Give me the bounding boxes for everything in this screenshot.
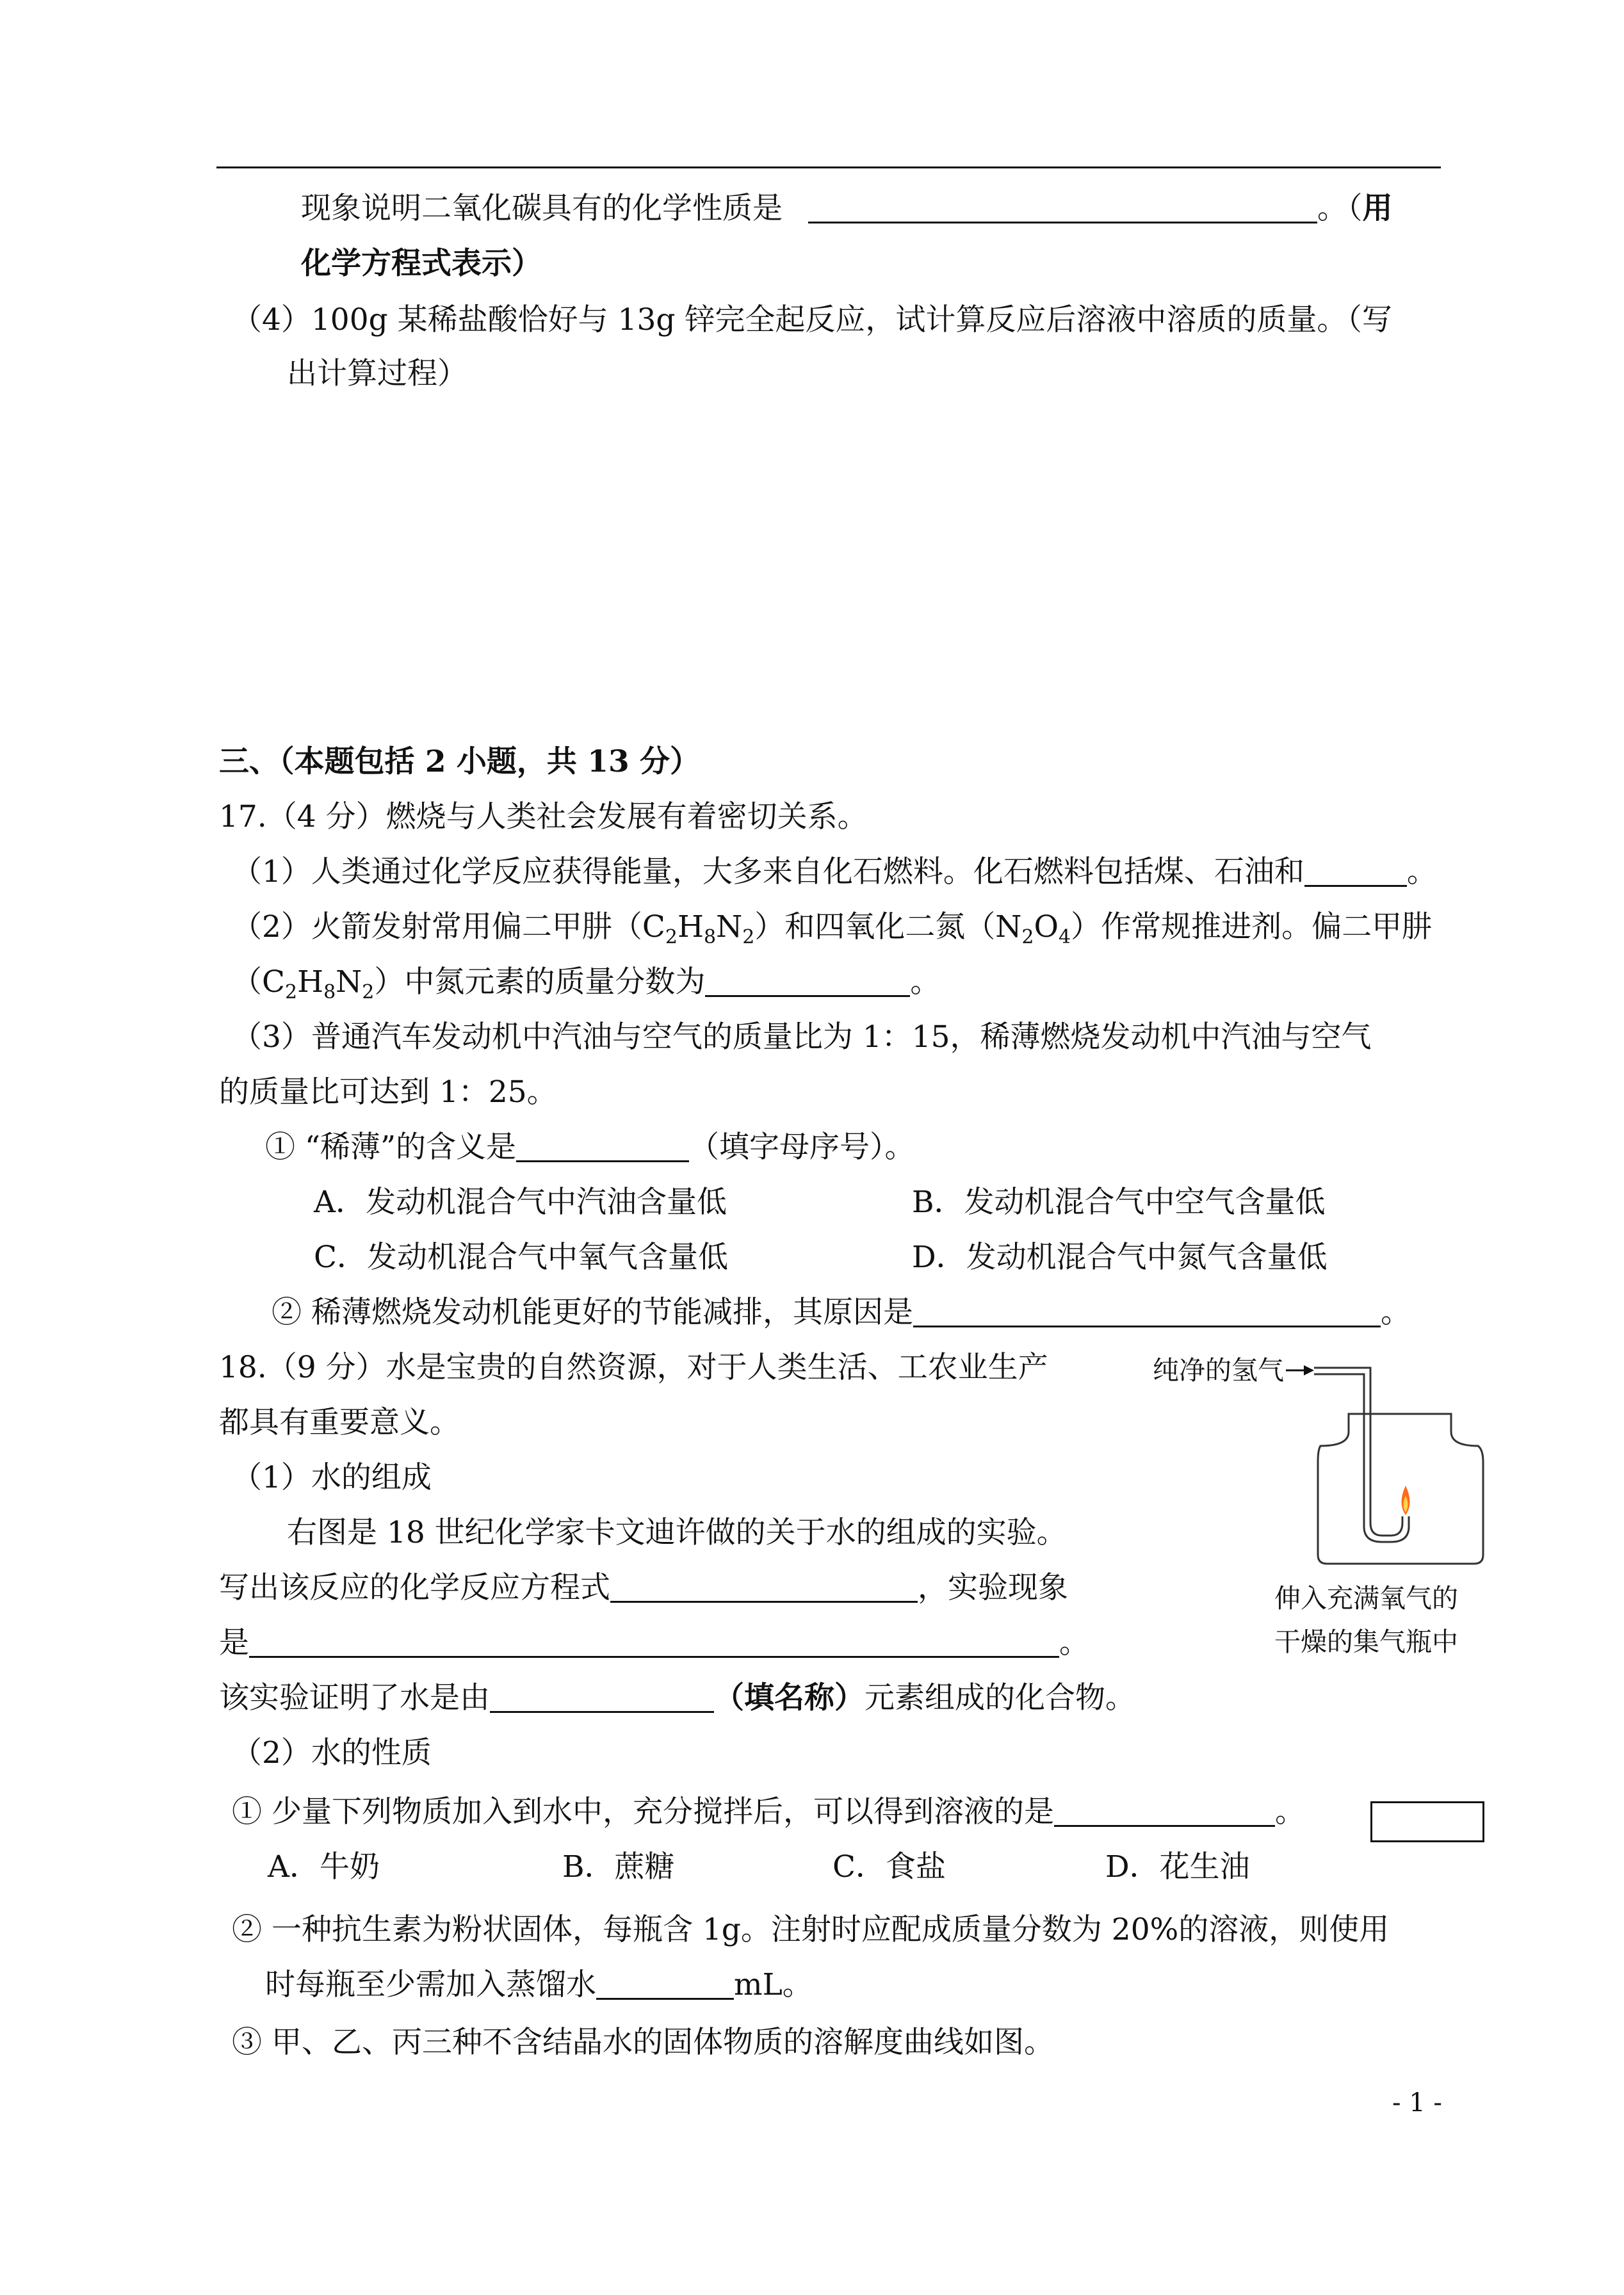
q18-part1-title: （1）水的组成 [232,1460,432,1495]
q18-sub1: ① 少量下列物质加入到水中，充分搅拌后，可以得到溶液的是 。 [232,1794,1305,1829]
q17-part2-line2: $(C_2H_8N_2)$中氮元素的质量分数为 。 [232,964,941,1003]
q17-part1: （1）人类通过化学反应获得能量，大多来自化石燃料。化石燃料包括煤、石油和 。 [232,854,1437,889]
inner-tube [1364,1425,1409,1542]
answer-blank[interactable] [490,1679,714,1713]
arrow-icon [1286,1365,1314,1375]
q17-sub2: ② 稀薄燃烧发动机能更好的节能减排，其原因是 。 [272,1295,1411,1330]
section-heading: 三、（本题包括 2 小题，共 13 分） [219,744,701,779]
figure-label-hydrogen: 纯净的氢气 [1153,1355,1284,1386]
q17-option-d: D．发动机混合气中氮气含量低 [912,1240,1328,1275]
answer-blank[interactable] [705,963,910,997]
q18-sub2-line2: 时每瓶至少需加入蒸馏水 mL。 [265,1967,813,2002]
flame-icon [1402,1486,1410,1515]
answer-blank[interactable] [808,190,1317,223]
q17-part3-line1: （3）普通汽车发动机中汽油与空气的质量比为 1：15，稀薄燃烧发动机中汽油与空气 [232,1019,1372,1055]
q18-part1-line1: 右图是 18 世纪化学家卡文迪许做的关于水的组成的实验。 [287,1515,1067,1550]
q18-part1-line4: 该实验证明了水是由 （填名称）元素组成的化合物。 [219,1680,1135,1715]
q16-line1: 现象说明二氧化碳具有的化学性质是 。（用 [301,191,1393,226]
answer-blank[interactable] [249,1624,1059,1658]
q18-sub2-line1: ② 一种抗生素为粉状固体，每瓶含 1g。注射时应配成质量分数为 20%的溶液，则使用 [232,1912,1390,1947]
q18-part1-line2: 写出该反应的化学反应方程式 ，实验现象 [219,1570,1068,1605]
q18-option-b: B．蔗糖 [562,1849,675,1885]
q17-part3-line2: 的质量比可达到 1：25。 [219,1075,557,1110]
q17-part2-line1: （2）火箭发射常用偏二甲肼$(C_2H_8N_2)$和四氧化二氮$(N_2O_4)$作常规推进剂。偏二甲肼 [232,909,1433,948]
answer-blank[interactable] [1304,853,1407,887]
answer-blank[interactable] [516,1128,689,1162]
q16-part4-line2: 出计算过程） [287,356,467,391]
q17-option-c: C．发动机混合气中氧气含量低 [314,1240,728,1275]
gas-jar-apparatus [1153,1350,1486,1568]
q18-option-a: A．牛奶 [268,1849,380,1885]
q16-part4-line1: （4）100g 某稀盐酸恰好与 13g 锌完全起反应，试计算反应后溶液中溶质的质量。（写 [232,302,1392,337]
q18-option-c: C．食盐 [832,1849,946,1885]
q17-stem: 17.（4 分）燃烧与人类社会发展有着密切关系。 [219,799,868,834]
answer-blank[interactable] [913,1293,1381,1327]
header-rule [216,166,1441,168]
answer-box[interactable] [1370,1801,1484,1842]
answer-blank[interactable] [1054,1793,1275,1827]
q17-sub1: ① “稀薄”的含义是 （填字母序号）。 [265,1130,915,1165]
q18-stem-line2: 都具有重要意义。 [219,1405,460,1440]
q18-stem-line1: 18.（9 分）水是宝贵的自然资源，对于人类生活、工农业生产 [219,1350,1048,1385]
delivery-tube [1314,1368,1370,1425]
q18-option-d: D．花生油 [1105,1849,1250,1885]
figure-caption-line2: 干燥的集气瓶中 [1274,1626,1458,1657]
figure-caption-line1: 伸入充满氧气的 [1274,1583,1458,1614]
answer-blank[interactable] [596,1966,734,2000]
answer-blank[interactable] [610,1569,918,1603]
q18-part1-line3: 是 。 [219,1625,1089,1660]
q17-option-b: B．发动机混合气中空气含量低 [912,1185,1326,1220]
q16-line2: 化学方程式表示） [301,246,542,281]
q17-option-a: A．发动机混合气中汽油含量低 [314,1185,727,1220]
page-number: - 1 - [1392,2088,1442,2118]
q18-sub3: ③ 甲、乙、丙三种不含结晶水的固体物质的溶解度曲线如图。 [232,2025,1054,2060]
q18-part2-title: （2）水的性质 [232,1735,432,1771]
